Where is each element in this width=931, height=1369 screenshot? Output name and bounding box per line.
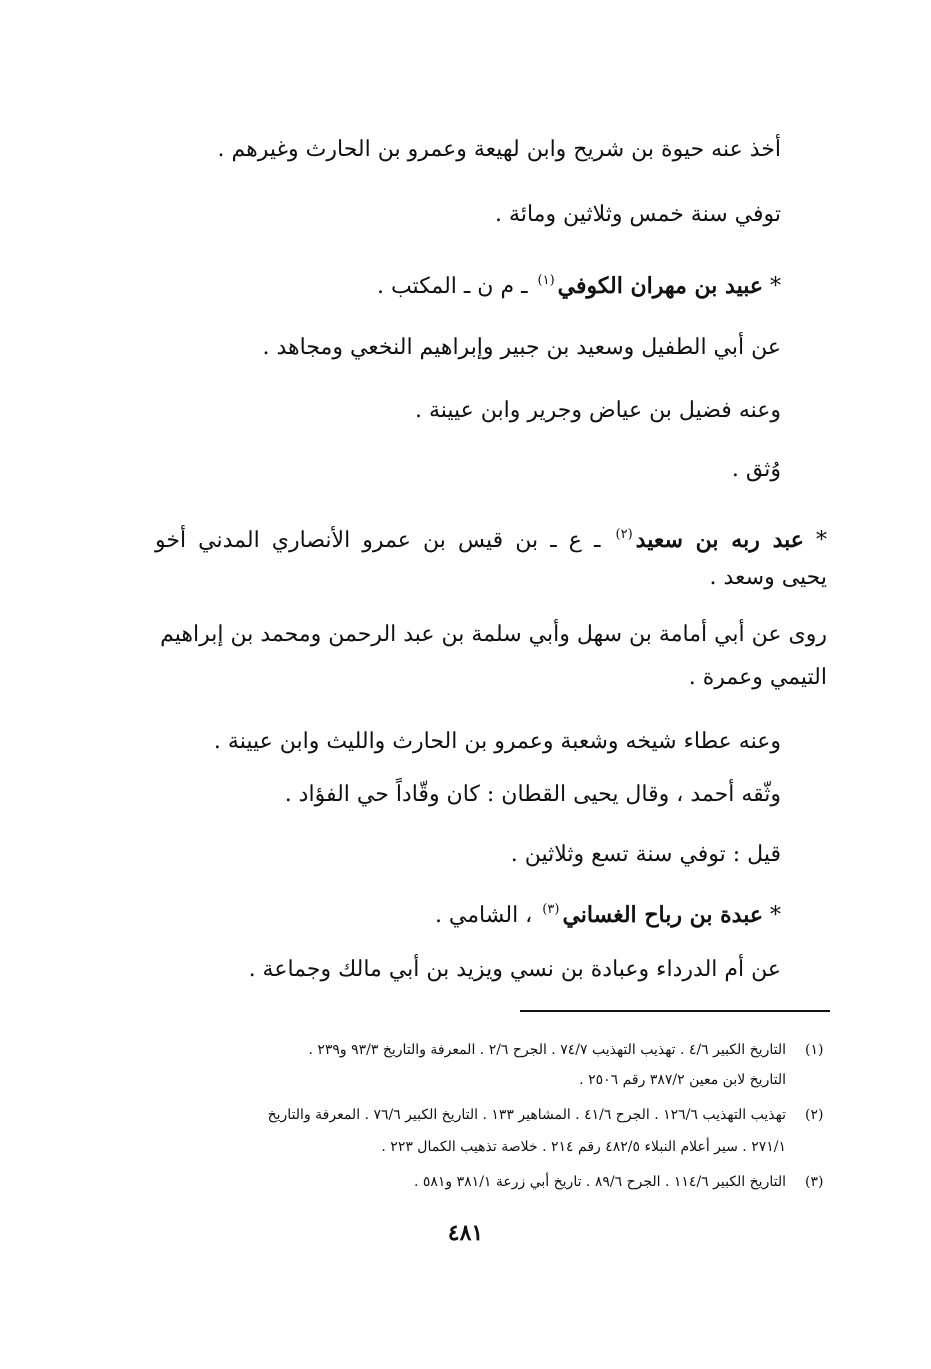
footnote-separator xyxy=(520,1010,830,1012)
text-line: وُثق . xyxy=(731,457,781,482)
footnote-ref: (٢) xyxy=(615,527,633,542)
entry-heading xyxy=(155,520,827,556)
narrator-name: عبد ربه بن سعيد xyxy=(635,527,804,553)
text-line: روى عن أبي أمامة بن سهل وأبي سلمة بن عبد الرحمن ومحمد بن إبراهيم xyxy=(160,622,827,647)
entry-codes: ـ م ن ـ المكتب . xyxy=(376,274,528,299)
footnote-number: (٣) xyxy=(805,1174,824,1190)
narrator-name: عبيد بن مهران الكوفي xyxy=(557,273,763,299)
entry-star: * xyxy=(815,528,827,553)
text-line: عن أبي الطفيل وسعيد بن جبير وإبراهيم النخعي ومجاهد . xyxy=(262,335,781,360)
footnote-line: تهذيب التهذيب ١٢٦/٦ . الجرح ٤١/٦ . المشاهير ١٣٣ . التاريخ الكبير ٧٦/٦ . المعرفة والتاريخ xyxy=(267,1107,786,1123)
text-line: أخذ عنه حيوة بن شريح وابن لهيعة وعمرو بن الحارث وغيرهم . xyxy=(217,137,781,162)
text-line: عن أم الدرداء وعبادة بن نسي ويزيد بن أبي مالك وجماعة . xyxy=(248,957,781,982)
entry-heading xyxy=(435,895,781,931)
entry-codes: ـ ع ـ بن قيس بن عمرو الأنصاري المدني أخو xyxy=(155,528,601,553)
text-line: وعنه فضيل بن عياض وجرير وابن عيينة . xyxy=(414,398,781,423)
text-line: التيمي وعمرة . xyxy=(688,665,827,690)
footnote-ref: (١) xyxy=(537,273,555,288)
text-line: توفي سنة خمس وثلاثين ومائة . xyxy=(495,202,781,227)
text-line: يحيى وسعد . xyxy=(709,565,827,590)
text-line: وثّقه أحمد ، وقال يحيى القطان : كان وقّاداً حي الفؤاد . xyxy=(284,782,781,807)
entry-star: * xyxy=(770,274,781,299)
footnote-number: (٢) xyxy=(805,1107,824,1123)
footnote-number: (١) xyxy=(805,1042,824,1058)
text-line: قيل : توفي سنة تسع وثلاثين . xyxy=(510,842,781,867)
footnote-line: التاريخ لابن معين ٣٨٧/٢ رقم ٢٥٠٦ . xyxy=(579,1072,786,1088)
narrator-name: عبدة بن رباح الغساني xyxy=(562,902,763,928)
entry-heading xyxy=(377,266,781,302)
entry-codes: ، الشامي . xyxy=(434,903,533,928)
entry-star: * xyxy=(770,903,781,928)
text-line: وعنه عطاء شيخه وشعبة وعمرو بن الحارث والليث وابن عيينة . xyxy=(213,729,781,754)
footnote-line: التاريخ الكبير ١١٤/٦ . الجرح ٨٩/٦ . تاريخ أبي زرعة ٣٨١/١ و٥٨١ . xyxy=(413,1174,786,1190)
page-number: ٤٨١ xyxy=(447,1220,484,1246)
footnote-line: التاريخ الكبير ٤/٦ . تهذيب التهذيب ٧٤/٧ . الجرح ٢/٦ . المعرفة والتاريخ ٩٣/٣ و٢٣٩ . xyxy=(308,1042,786,1058)
footnote-ref: (٣) xyxy=(542,902,560,917)
footnote-line: ٢٧١/١ . سير أعلام النبلاء ٤٨٢/٥ رقم ٢١٤ . خلاصة تذهيب الكمال ٢٢٣ . xyxy=(381,1139,786,1155)
